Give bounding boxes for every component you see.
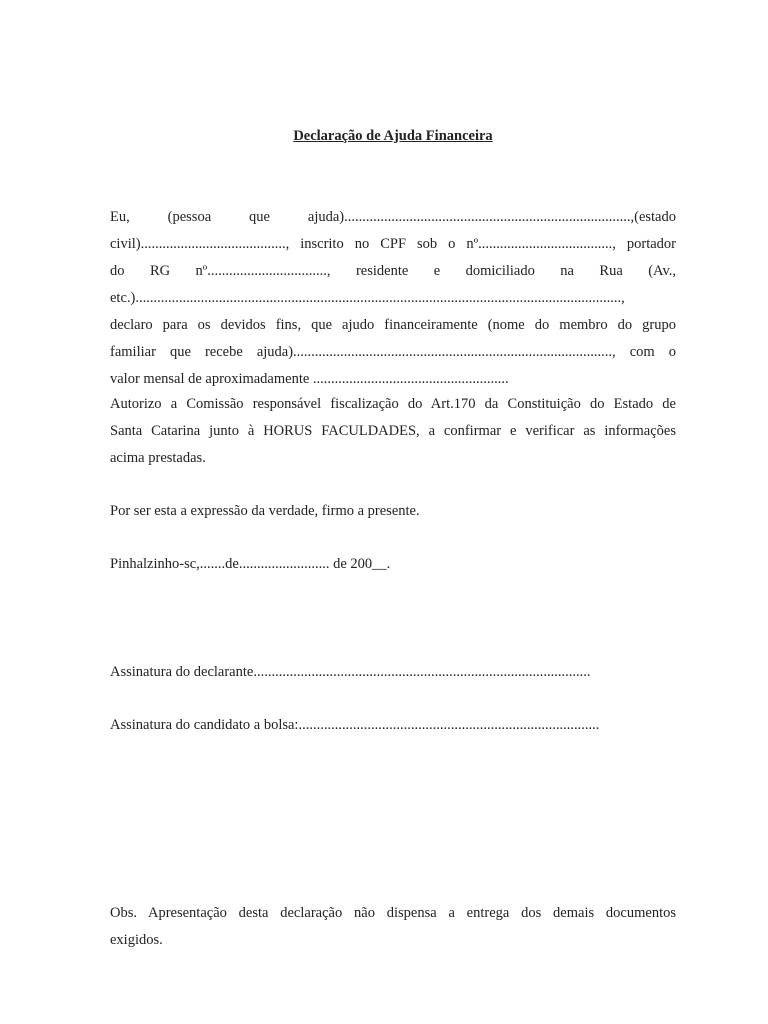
declaration-paragraph bbox=[110, 204, 676, 393]
observation-line: exigidos. bbox=[110, 932, 163, 948]
signature-declarant-line: Assinatura do declarante............................................................................................. bbox=[110, 664, 591, 680]
declaration-line: Eu, (pessoa que ajuda)...............................................................................,(estado bbox=[110, 209, 676, 225]
signature-candidate-line: Assinatura do candidato a bolsa:................................................................................... bbox=[110, 717, 600, 733]
declaration-line: familiar que recebe ajuda)........................................................................................, com o bbox=[110, 344, 676, 360]
authorization-line: Santa Catarina junto à HORUS FACULDADES, a confirmar e verificar as informações bbox=[110, 423, 676, 439]
declaration-line: etc.)......................................................................................................................................, bbox=[110, 290, 625, 306]
declaration-line: do RG nº................................., residente e domiciliado na Rua (Av., bbox=[110, 263, 676, 279]
authorization-line: Autorizo a Comissão responsável fiscalização do Art.170 da Constituição do Estado de bbox=[110, 396, 676, 412]
truth-statement: Por ser esta a expressão da verdade, firmo a presente. bbox=[110, 503, 420, 519]
observation-paragraph bbox=[110, 900, 676, 954]
declaration-line: valor mensal de aproximadamente ...................................................... bbox=[110, 371, 509, 387]
authorization-line: acima prestadas. bbox=[110, 450, 206, 466]
document-title: Declaração de Ajuda Financeira bbox=[293, 128, 493, 144]
place-date-line: Pinhalzinho-sc,.......de......................... de 200__. bbox=[110, 556, 391, 572]
authorization-paragraph bbox=[110, 391, 676, 472]
observation-line: Obs. Apresentação desta declaração não dispensa a entrega dos demais documentos bbox=[110, 905, 676, 921]
declaration-line: civil)........................................, inscrito no CPF sob o nº....................................., portador bbox=[110, 236, 676, 252]
declaration-line: declaro para os devidos fins, que ajudo financeiramente (nome do membro do grupo bbox=[110, 317, 676, 333]
